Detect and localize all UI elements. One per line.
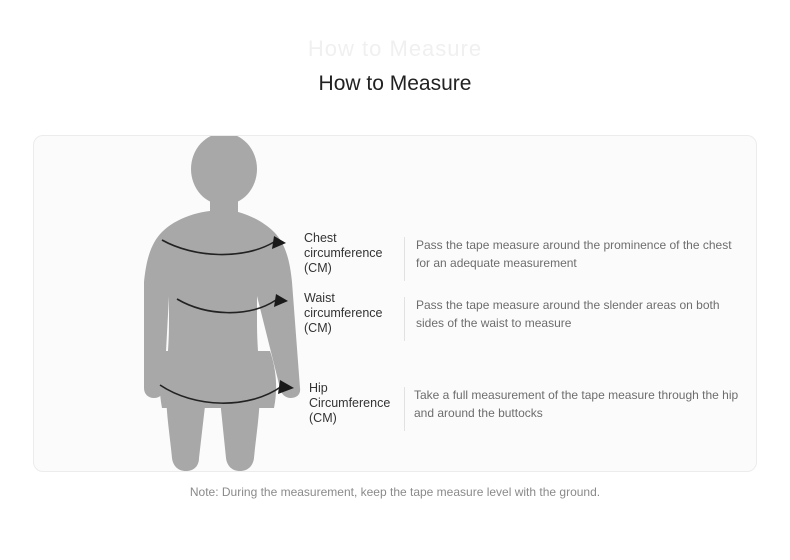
measurement-panel	[33, 135, 757, 472]
measurement-rows	[34, 136, 757, 472]
row-divider	[404, 237, 405, 281]
measurement-row-hip	[309, 381, 757, 437]
hip-description: Take a full measurement of the tape measure through the hip and around the buttocks	[414, 388, 739, 420]
chest-description: Pass the tape measure around the prominence of the chest for an adequate measurement	[416, 238, 732, 270]
waist-label: Waist circumference (CM)	[304, 291, 383, 335]
hip-label: Hip Circumference (CM)	[309, 381, 391, 425]
waist-description: Pass the tape measure around the slender areas on both sides of the waist to measure	[416, 298, 720, 330]
measurement-note: Note: During the measurement, keep the tape measure level with the ground.	[189, 485, 601, 499]
measurement-row-chest	[304, 231, 754, 287]
chest-label: Chest circumference (CM)	[304, 231, 383, 275]
page-title: How to Measure	[318, 72, 472, 95]
row-divider	[404, 387, 405, 431]
measurement-row-waist	[304, 291, 754, 347]
row-divider	[404, 297, 405, 341]
ghost-title-watermark: How to Measure	[307, 36, 483, 61]
